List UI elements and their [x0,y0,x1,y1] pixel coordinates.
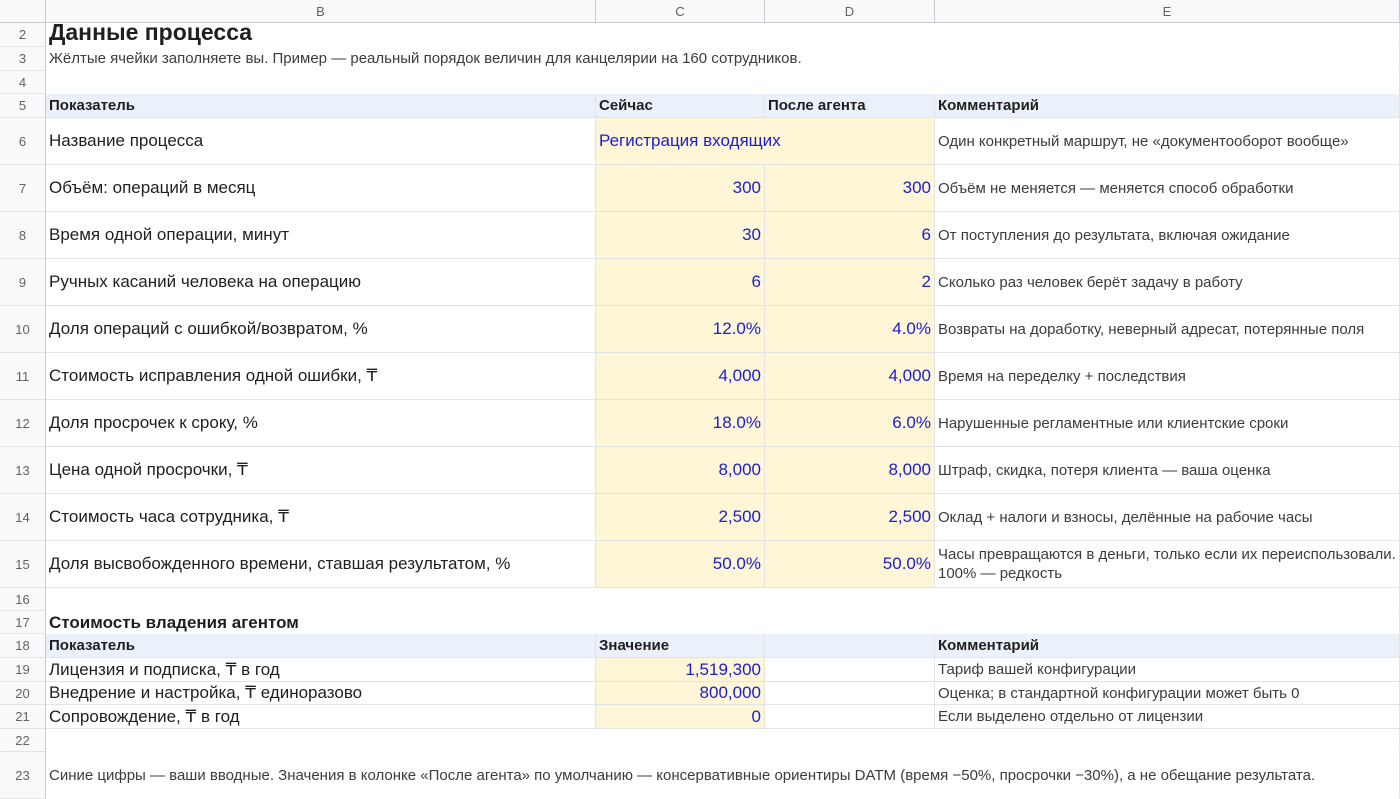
column-header-e[interactable]: E [935,0,1400,23]
row-number[interactable]: 5 [0,94,46,118]
row-number[interactable]: 20 [0,682,46,705]
row-comment[interactable]: Оклад + налоги и взносы, делённые на рабочие часы [935,494,1400,541]
table-row [0,400,1400,447]
page-title[interactable]: Данные процесса [46,23,1400,47]
row-comment[interactable]: Нарушенные регламентные или клиентские сроки [935,400,1400,447]
value-after[interactable]: 8,000 [765,447,935,494]
row-comment[interactable]: Возвраты на доработку, неверный адресат, потерянные поля [935,306,1400,353]
row-label[interactable]: Лицензия и подписка, ₸ в год [46,658,596,682]
header-comment[interactable]: Комментарий [935,94,1400,118]
empty-cell[interactable] [46,71,1400,94]
value-after[interactable]: 4,000 [765,353,935,400]
row-label[interactable]: Цена одной просрочки, ₸ [46,447,596,494]
row-comment[interactable]: Объём не меняется — меняется способ обработки [935,165,1400,212]
header-indicator[interactable]: Показатель [46,94,596,118]
value-now[interactable]: 50.0% [596,541,765,588]
row-number[interactable]: 6 [0,118,46,165]
value-now[interactable]: 12.0% [596,306,765,353]
row-number[interactable]: 23 [0,752,46,799]
row-label[interactable]: Объём: операций в месяц [46,165,596,212]
row-number[interactable]: 2 [0,23,46,47]
header-now[interactable]: Сейчас [596,94,765,118]
row-comment[interactable]: Часы превращаются в деньги, только если их переиспользовали. 100% — редкость [935,541,1400,588]
column-header-c[interactable]: C [596,0,765,23]
table-header-row [0,94,1400,118]
column-header-d[interactable]: D [765,0,935,23]
row-label[interactable]: Стоимость часа сотрудника, ₸ [46,494,596,541]
row-number[interactable]: 21 [0,705,46,729]
row-comment[interactable]: Если выделено отдельно от лицензии [935,705,1400,729]
header-empty[interactable] [765,634,935,658]
value-after[interactable]: 300 [765,165,935,212]
table-row [0,165,1400,212]
row-number[interactable]: 16 [0,588,46,611]
row-label[interactable]: Внедрение и настройка, ₸ единоразово [46,682,596,705]
column-header-b[interactable]: B [46,0,596,23]
value-now[interactable]: 2,500 [596,494,765,541]
empty-cell[interactable] [765,682,935,705]
value-now[interactable]: 4,000 [596,353,765,400]
sheet-row [0,588,1400,611]
empty-cell[interactable] [765,658,935,682]
cost-value[interactable]: 800,000 [596,682,765,705]
table-row [0,353,1400,400]
row-number[interactable]: 19 [0,658,46,682]
header-value[interactable]: Значение [596,634,765,658]
row-comment[interactable]: Время на переделку + последствия [935,353,1400,400]
row-number[interactable]: 4 [0,71,46,94]
empty-cell[interactable] [46,729,1400,752]
table-row [0,447,1400,494]
header-indicator[interactable]: Показатель [46,634,596,658]
row-label[interactable]: Ручных касаний человека на операцию [46,259,596,306]
row-number[interactable]: 22 [0,729,46,752]
sheet-row [0,611,1400,634]
value-after[interactable]: 6.0% [765,400,935,447]
row-label[interactable]: Сопровождение, ₸ в год [46,705,596,729]
row-comment[interactable]: От поступления до результата, включая ожидание [935,212,1400,259]
row-number[interactable]: 18 [0,634,46,658]
table-row [0,259,1400,306]
row-number[interactable]: 13 [0,447,46,494]
value-after[interactable]: 4.0% [765,306,935,353]
value-now[interactable]: 30 [596,212,765,259]
value-now[interactable]: 6 [596,259,765,306]
cost-value[interactable]: 0 [596,705,765,729]
section-title[interactable]: Стоимость владения агентом [46,611,1400,634]
row-comment[interactable]: Оценка; в стандартной конфигурации может быть 0 [935,682,1400,705]
value-now[interactable]: 300 [596,165,765,212]
row-number[interactable]: 9 [0,259,46,306]
table-row [0,306,1400,353]
process-name-input[interactable]: Регистрация входящих [596,118,935,165]
table-row [0,705,1400,729]
row-number[interactable]: 14 [0,494,46,541]
value-now[interactable]: 18.0% [596,400,765,447]
row-number[interactable]: 8 [0,212,46,259]
sheet-row [0,752,1400,799]
cost-value[interactable]: 1,519,300 [596,658,765,682]
row-label[interactable]: Доля высвобожденного времени, ставшая результатом, % [46,541,596,588]
table-row [0,118,1400,165]
row-comment[interactable]: Тариф вашей конфигурации [935,658,1400,682]
sheet-row [0,71,1400,94]
sheet-row [0,47,1400,71]
empty-cell[interactable] [765,705,935,729]
row-number[interactable]: 11 [0,353,46,400]
header-after-agent[interactable]: После агента [765,94,935,118]
sheet-row [0,23,1400,47]
sheet-row [0,729,1400,752]
row-number[interactable]: 12 [0,400,46,447]
row-label[interactable]: Время одной операции, минут [46,212,596,259]
row-label[interactable]: Доля просрочек к сроку, % [46,400,596,447]
value-after[interactable]: 2 [765,259,935,306]
subtitle[interactable]: Жёлтые ячейки заполняете вы. Пример — реальный порядок величин для канцелярии на 160 сотрудников. [46,47,1400,71]
row-label[interactable]: Доля операций с ошибкой/возвратом, % [46,306,596,353]
header-comment[interactable]: Комментарий [935,634,1400,658]
empty-cell[interactable] [46,588,1400,611]
table-row [0,682,1400,705]
table-row [0,658,1400,682]
row-comment[interactable]: Сколько раз человек берёт задачу в работу [935,259,1400,306]
row-number[interactable]: 3 [0,47,46,71]
value-after[interactable]: 50.0% [765,541,935,588]
row-label[interactable]: Стоимость исправления одной ошибки, ₸ [46,353,596,400]
row-number[interactable]: 17 [0,611,46,634]
row-number[interactable]: 7 [0,165,46,212]
table-row [0,541,1400,588]
footnote[interactable]: Синие цифры — ваши вводные. Значения в колонке «После агента» по умолчанию — консервативные ориентиры DATM (время −50%, просрочки −30%), а не обещание результата. [46,752,1400,799]
table-row [0,494,1400,541]
value-now[interactable]: 8,000 [596,447,765,494]
row-number[interactable]: 10 [0,306,46,353]
row-comment[interactable]: Штраф, скидка, потеря клиента — ваша оценка [935,447,1400,494]
corner-cell[interactable] [0,0,46,23]
value-after[interactable]: 2,500 [765,494,935,541]
table-row [0,212,1400,259]
row-number[interactable]: 15 [0,541,46,588]
row-label[interactable]: Название процесса [46,118,596,165]
table-header-row [0,634,1400,658]
value-after[interactable]: 6 [765,212,935,259]
row-comment[interactable]: Один конкретный маршрут, не «документооборот вообще» [935,118,1400,165]
